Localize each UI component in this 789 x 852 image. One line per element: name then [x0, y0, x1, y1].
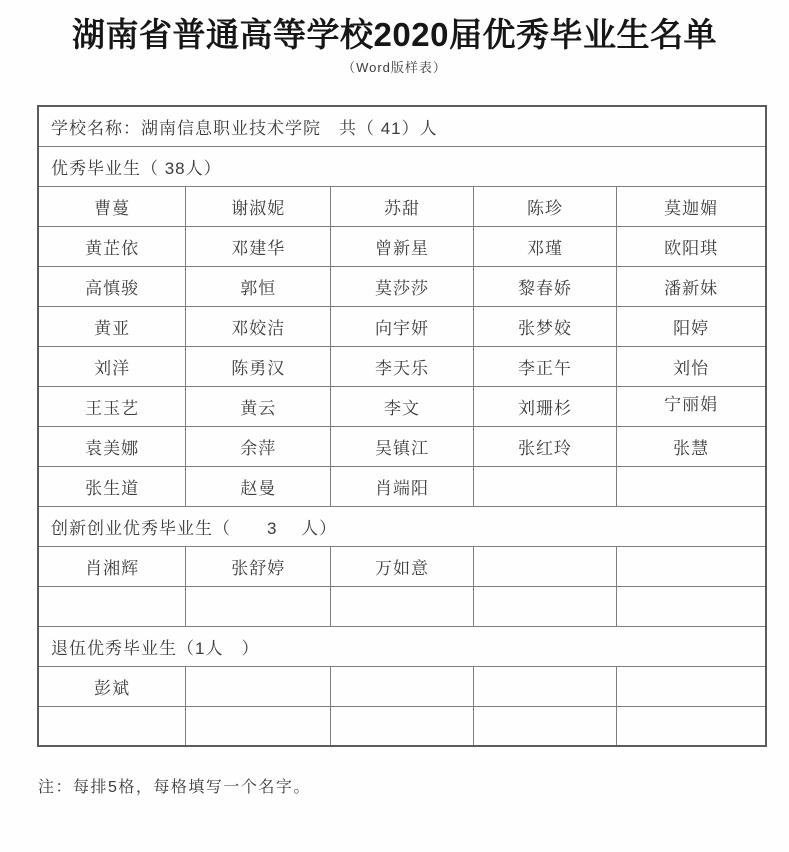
name-cell: 张梦姣 — [473, 306, 616, 346]
section-body-veteran — [38, 666, 766, 746]
page-subtitle: （Word版样表） — [342, 60, 447, 76]
empty-cell — [331, 586, 474, 626]
name-row — [38, 466, 766, 506]
name-cell: 张慧 — [617, 426, 766, 466]
section-header-row — [38, 506, 766, 546]
name-cell: 曾新星 — [331, 226, 474, 266]
name-cell: 宁丽娟 — [617, 386, 766, 426]
name-cell: 高慎骏 — [38, 266, 186, 306]
name-cell: 谢淑妮 — [186, 186, 331, 226]
name-row — [38, 426, 766, 466]
empty-cell — [186, 706, 331, 746]
name-cell: 潘新妹 — [617, 266, 766, 306]
name-cell: 李正午 — [473, 346, 616, 386]
name-cell: 邓建华 — [186, 226, 331, 266]
page-title: 湖南省普通高等学校2020届优秀毕业生名单 — [72, 16, 717, 53]
empty-cell — [331, 706, 474, 746]
empty-cell — [38, 586, 186, 626]
section-body-excellent — [38, 186, 766, 506]
name-cell: 吴镇江 — [331, 426, 474, 466]
section-header-veteran: 退伍优秀毕业生（1人 ） — [38, 626, 766, 666]
school-name-row — [38, 106, 766, 146]
name-row — [38, 546, 766, 586]
name-cell: 刘怡 — [617, 346, 766, 386]
empty-cell — [331, 666, 474, 706]
name-cell: 张生道 — [38, 466, 186, 506]
name-cell: 李天乐 — [331, 346, 474, 386]
name-row — [38, 266, 766, 306]
name-cell: 肖端阳 — [331, 466, 474, 506]
section-header-excellent: 优秀毕业生（ 38人） — [38, 146, 766, 186]
empty-cell — [473, 586, 616, 626]
empty-cell — [186, 586, 331, 626]
name-cell: 彭斌 — [38, 666, 186, 706]
empty-cell — [473, 546, 616, 586]
name-row — [38, 666, 766, 706]
empty-cell — [473, 466, 616, 506]
empty-cell — [617, 666, 766, 706]
empty-cell — [617, 546, 766, 586]
name-cell: 李文 — [331, 386, 474, 426]
name-row — [38, 226, 766, 266]
name-cell: 向宇妍 — [331, 306, 474, 346]
name-cell: 陈勇汉 — [186, 346, 331, 386]
name-cell: 赵曼 — [186, 466, 331, 506]
name-cell: 邓瑾 — [473, 226, 616, 266]
empty-cell — [473, 706, 616, 746]
empty-cell — [186, 666, 331, 706]
name-cell: 郭恒 — [186, 266, 331, 306]
name-cell: 黄云 — [186, 386, 331, 426]
empty-cell — [617, 706, 766, 746]
empty-cell — [38, 706, 186, 746]
name-cell: 刘洋 — [38, 346, 186, 386]
name-cell: 苏甜 — [331, 186, 474, 226]
name-cell: 肖湘辉 — [38, 546, 186, 586]
name-cell: 张舒婷 — [186, 546, 331, 586]
section-header-row — [38, 626, 766, 666]
name-cell: 曹蔓 — [38, 186, 186, 226]
name-cell: 余萍 — [186, 426, 331, 466]
name-cell: 陈珍 — [473, 186, 616, 226]
name-row — [38, 186, 766, 226]
name-cell: 阳婷 — [617, 306, 766, 346]
name-row — [38, 306, 766, 346]
section-header-innovation: 创新创业优秀毕业生（ 3 人） — [38, 506, 766, 546]
name-row — [38, 346, 766, 386]
footnote: 注：每排5格，每格填写一个名字。 — [38, 779, 311, 797]
graduates-table — [37, 105, 767, 747]
name-cell: 万如意 — [331, 546, 474, 586]
section-header-row — [38, 146, 766, 186]
name-cell: 欧阳琪 — [617, 226, 766, 266]
name-cell: 邓姣洁 — [186, 306, 331, 346]
name-cell: 莫莎莎 — [331, 266, 474, 306]
empty-cell — [617, 466, 766, 506]
name-row — [38, 706, 766, 746]
name-cell: 袁美娜 — [38, 426, 186, 466]
name-cell: 刘珊杉 — [473, 386, 616, 426]
name-cell: 黎春娇 — [473, 266, 616, 306]
name-cell: 黄芷依 — [38, 226, 186, 266]
name-cell: 黄亚 — [38, 306, 186, 346]
section-body-innovation — [38, 546, 766, 626]
name-cell: 王玉艺 — [38, 386, 186, 426]
empty-cell — [473, 666, 616, 706]
name-row — [38, 386, 766, 426]
empty-cell — [617, 586, 766, 626]
name-cell: 张红玲 — [473, 426, 616, 466]
name-cell: 莫迦媚 — [617, 186, 766, 226]
name-row — [38, 586, 766, 626]
school-name-cell: 学校名称：湖南信息职业技术学院 共（ 41）人 — [38, 106, 766, 146]
